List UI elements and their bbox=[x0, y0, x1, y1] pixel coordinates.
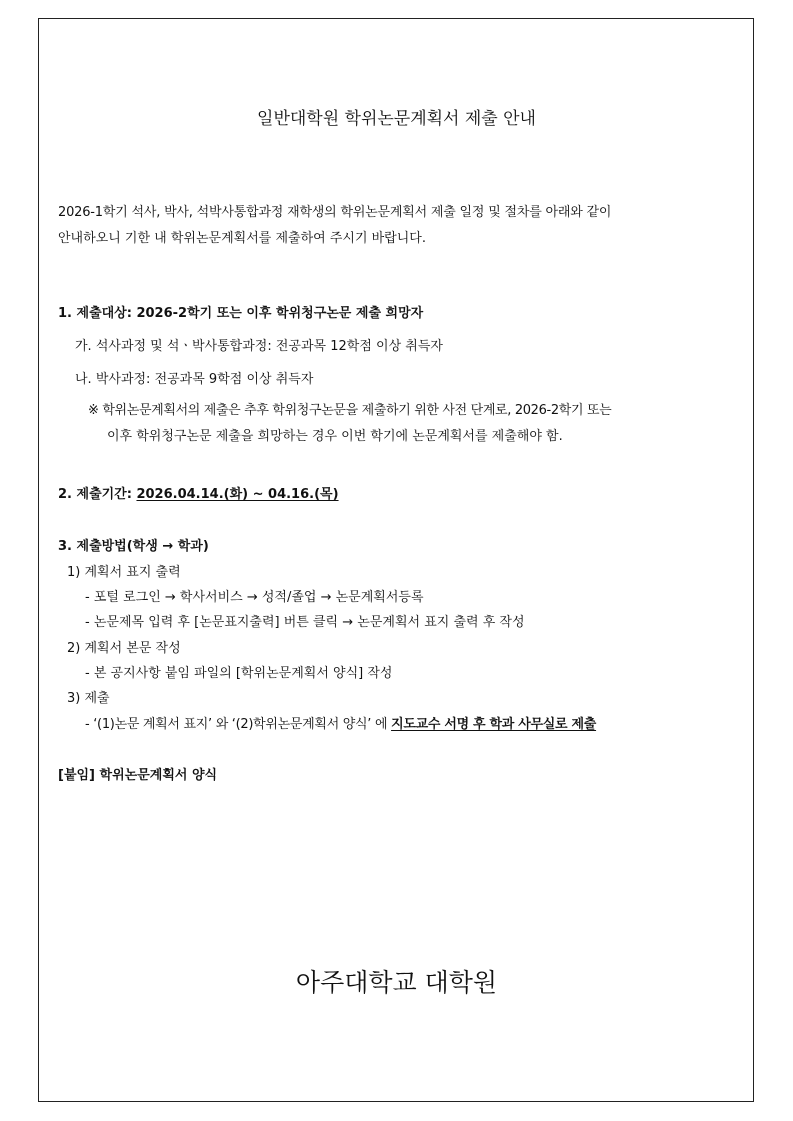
section-1-item-ga: 가. 석사과정 및 석ㆍ박사통합과정: 전공과목 12학점 이상 취득자 bbox=[75, 339, 443, 354]
section-3-step-3: 3) 제출 bbox=[67, 691, 110, 706]
section-3-step-2: 2) 계획서 본문 작성 bbox=[67, 641, 181, 656]
section-1-note-line-1: ※ 학위논문계획서의 제출은 추후 학위청구논문을 제출하기 위한 사전 단계로, 2026-2학기 또는 bbox=[88, 403, 612, 418]
step-3-text: - ‘(1)논문 계획서 표지’ 와 ‘(2)학위논문계획서 양식’ 에 bbox=[85, 717, 392, 732]
document-title: 일반대학원 학위논문계획서 제출 안내 bbox=[257, 109, 536, 129]
intro-line-2: 안내하오니 기한 내 학위논문계획서를 제출하여 주시기 바랍니다. bbox=[58, 231, 426, 246]
page-frame bbox=[38, 18, 754, 1102]
section-2 bbox=[58, 486, 339, 504]
section-3-heading: 3. 제출방법(학생 → 학과) bbox=[58, 539, 209, 554]
section-3-step-1: 1) 계획서 표지 출력 bbox=[67, 565, 181, 580]
attachment-note: [붙임] 학위논문계획서 양식 bbox=[58, 768, 218, 783]
section-3-step-3-a bbox=[85, 716, 596, 734]
section-3-step-1-a: - 포털 로그인 → 학사서비스 → 성적/졸업 → 논문계획서등록 bbox=[85, 590, 424, 605]
section-2-label: 2. 제출기간: bbox=[58, 487, 137, 502]
section-3-step-1-b: - 논문제목 입력 후 [논문표지출력] 버튼 클릭 → 논문계획서 표지 출력 후 작성 bbox=[85, 615, 525, 630]
step-3-emphasis: 지도교수 서명 후 학과 사무실로 제출 bbox=[391, 717, 597, 732]
submission-period: 2026.04.14.(화) ~ 04.16.(목) bbox=[136, 487, 339, 502]
section-3-step-2-a: - 본 공지사항 붙임 파일의 [학위논문계획서 양식] 작성 bbox=[85, 666, 393, 681]
section-1-note-line-2: 이후 학위청구논문 제출을 희망하는 경우 이번 학기에 논문계획서를 제출해야 함. bbox=[107, 429, 563, 444]
footer-institution: 아주대학교 대학원 bbox=[295, 968, 498, 997]
section-1-item-na: 나. 박사과정: 전공과목 9학점 이상 취득자 bbox=[75, 372, 314, 387]
intro-line-1: 2026-1학기 석사, 박사, 석박사통합과정 재학생의 학위논문계획서 제출 일정 및 절차를 아래와 같이 bbox=[58, 205, 612, 220]
section-1-heading: 1. 제출대상: 2026-2학기 또는 이후 학위청구논문 제출 희망자 bbox=[58, 306, 424, 321]
